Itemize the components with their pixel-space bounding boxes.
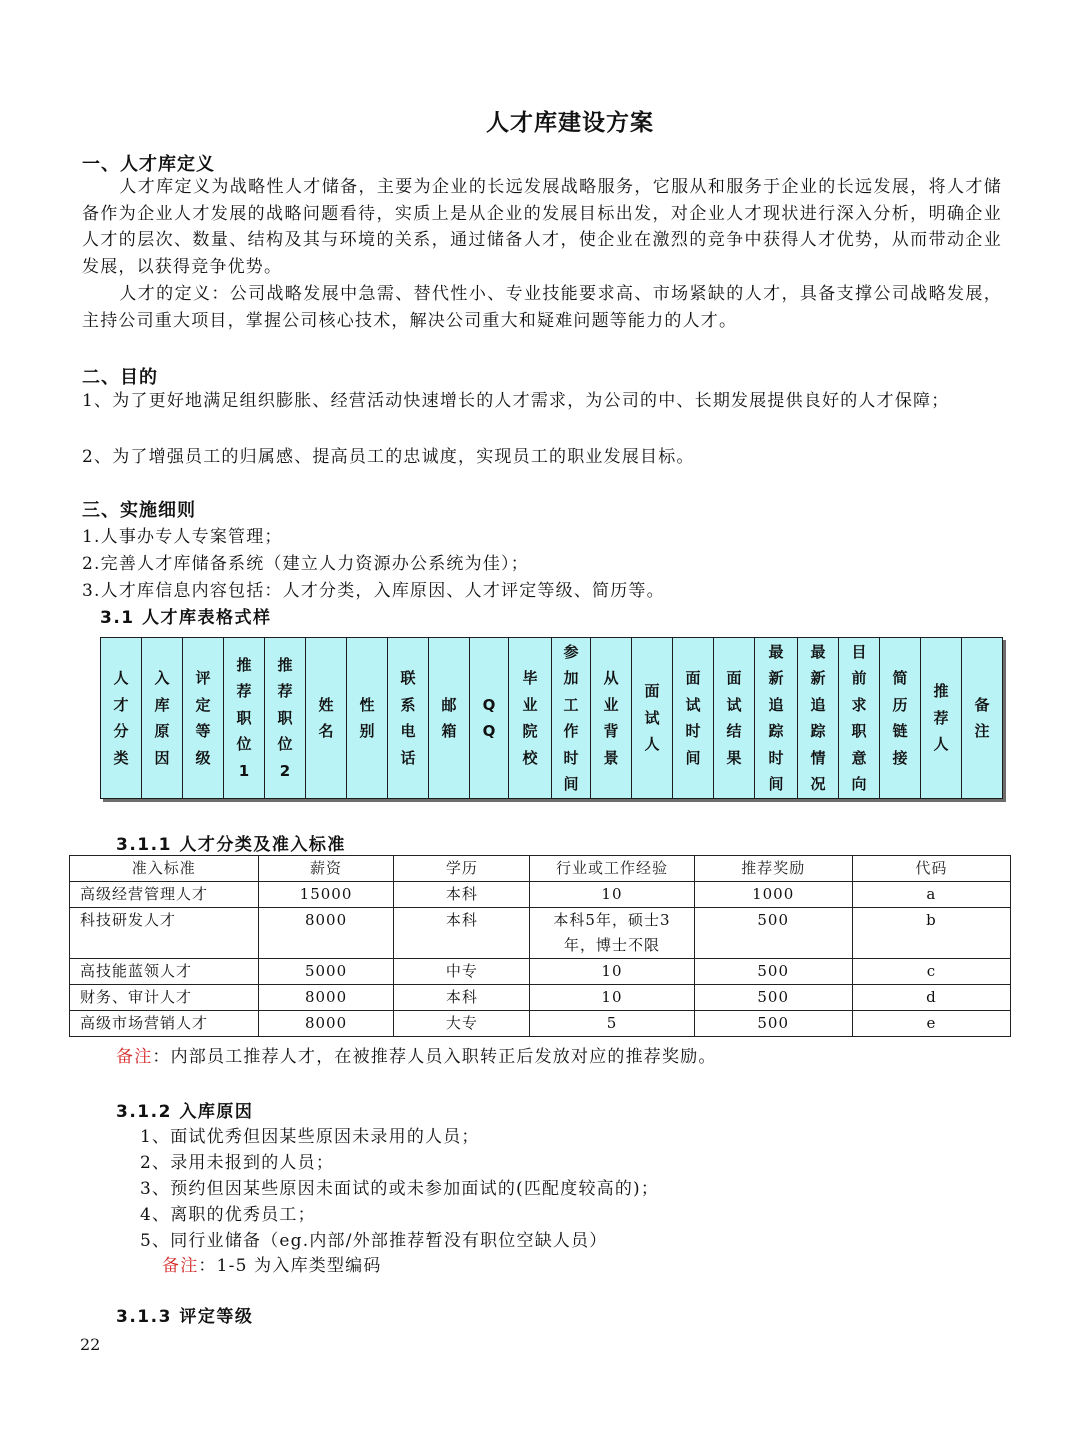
column-char: Q — [482, 695, 496, 714]
column-char: 分 — [113, 722, 129, 740]
column-char: 备 — [974, 695, 990, 714]
column-char: 人 — [933, 735, 949, 754]
cell-education: 本科 — [394, 985, 530, 1011]
column-char: 邮 — [441, 695, 457, 714]
column-char: 踪 — [810, 722, 826, 740]
table-row — [70, 882, 1011, 908]
column-char: 试 — [726, 695, 742, 714]
column-char: 名 — [318, 722, 334, 740]
column-char: 最 — [810, 642, 826, 661]
cell-code: a — [852, 882, 1010, 908]
column-char: 荐 — [277, 682, 293, 701]
talent-column-header — [142, 638, 183, 799]
column-char: 试 — [644, 708, 660, 727]
category-table-header-row — [70, 856, 1011, 882]
column-char: 情 — [810, 748, 826, 767]
subsection-3-1-2-heading: 3.1.2 入库原因 — [116, 1102, 254, 1122]
column-char: 向 — [851, 775, 867, 793]
recommend-note — [116, 1042, 717, 1067]
section2-heading: 二、目的 — [82, 367, 158, 388]
column-char: 话 — [400, 748, 416, 767]
talent-column-header — [224, 638, 265, 799]
column-char: 类 — [113, 748, 129, 767]
column-char: 面 — [685, 669, 701, 687]
talent-column-header — [306, 638, 347, 799]
document-title: 人才库建设方案 — [486, 110, 654, 136]
column-char: 系 — [400, 695, 416, 714]
column-char: 才 — [113, 695, 129, 714]
column-char: 1 — [238, 761, 250, 780]
subsection-3-1-1-heading: 3.1.1 人才分类及准入标准 — [116, 835, 346, 855]
cell-reward: 500 — [694, 985, 852, 1011]
column-char: 简 — [892, 669, 908, 687]
column-char: 评 — [195, 669, 211, 687]
column-char: 原 — [154, 722, 170, 740]
column-char: 背 — [603, 722, 619, 740]
column-char: 人 — [113, 669, 129, 687]
column-char: 新 — [768, 669, 784, 687]
column-char: 级 — [195, 748, 211, 767]
cell-experience: 10 — [530, 985, 694, 1011]
talent-column-header — [509, 638, 552, 799]
header-reward: 推荐奖励 — [694, 856, 852, 882]
column-char: 时 — [563, 748, 579, 767]
column-char: 景 — [603, 748, 619, 767]
column-char: 姓 — [318, 695, 334, 714]
talent-column-header — [921, 638, 962, 799]
column-char: 况 — [810, 775, 826, 793]
column-char: 位 — [277, 735, 293, 754]
column-char: 职 — [277, 708, 293, 727]
header-experience: 行业或工作经验 — [530, 856, 694, 882]
section1-para2: 人才的定义：公司战略发展中急需、替代性小、专业技能要求高、市场紧缺的人才，具备支撑公司战略发展，主持公司重大项目，掌握公司核心技术，解决公司重大和疑难问题等能力的人才。 — [82, 284, 1002, 331]
column-char: 意 — [851, 748, 867, 767]
cell-experience: 本科5年，硕士3年，博士不限 — [530, 908, 694, 959]
column-char: 联 — [400, 669, 416, 687]
column-char: 加 — [563, 669, 579, 687]
column-char: 毕 — [522, 669, 538, 687]
talent-column-header — [755, 638, 798, 799]
cell-criteria: 高级市场营销人才 — [70, 1011, 259, 1037]
cell-reward: 500 — [694, 1011, 852, 1037]
column-char: 链 — [892, 722, 908, 740]
column-char: 果 — [726, 748, 742, 767]
type-code-note — [162, 1251, 382, 1276]
talent-header-table — [100, 637, 1003, 799]
section3-item2: 2.完善人才库储备系统（建立人力资源办公系统为佳）； — [82, 554, 529, 574]
table-row — [70, 1011, 1011, 1037]
talent-column-header — [388, 638, 429, 799]
talent-column-header — [673, 638, 714, 799]
column-char: 因 — [154, 748, 170, 767]
column-char: 别 — [359, 722, 375, 740]
cell-criteria: 高级经营管理人才 — [70, 882, 259, 908]
column-char: 接 — [892, 748, 908, 767]
section1-heading: 一、人才库定义 — [82, 154, 215, 175]
cell-education: 本科 — [394, 882, 530, 908]
section3-item3: 3.人才库信息内容包括：人才分类，入库原因、人才评定等级、简历等。 — [82, 581, 665, 601]
column-char: 试 — [685, 695, 701, 714]
page-number: 22 — [80, 1335, 101, 1354]
talent-column-header — [839, 638, 880, 799]
column-char: 库 — [154, 695, 170, 714]
cell-criteria: 财务、审计人才 — [70, 985, 259, 1011]
column-char: 前 — [851, 669, 867, 687]
talent-header-row — [101, 638, 1003, 799]
talent-column-header — [183, 638, 224, 799]
cell-code: e — [852, 1011, 1010, 1037]
reason-item: 5、同行业储备（eg.内部/外部推荐暂没有职位空缺人员） — [140, 1231, 608, 1251]
column-char: 推 — [236, 655, 252, 674]
cell-reward: 1000 — [694, 882, 852, 908]
talent-column-header — [552, 638, 591, 799]
section3-heading: 三、实施细则 — [82, 500, 196, 521]
column-char: 荐 — [236, 682, 252, 701]
column-char: 荐 — [933, 708, 949, 727]
column-char: 求 — [851, 695, 867, 714]
cell-education: 本科 — [394, 908, 530, 959]
header-criteria: 准入标准 — [70, 856, 259, 882]
column-char: 追 — [810, 695, 826, 714]
header-salary: 薪资 — [258, 856, 394, 882]
column-char: 参 — [563, 642, 579, 661]
table-row — [70, 908, 1011, 959]
column-char: 结 — [726, 722, 742, 740]
cell-experience: 5 — [530, 1011, 694, 1037]
column-char: Q — [482, 722, 496, 740]
talent-column-header — [632, 638, 673, 799]
cell-reward: 500 — [694, 959, 852, 985]
cell-education: 大专 — [394, 1011, 530, 1037]
column-char: 校 — [522, 748, 538, 767]
column-char: 2 — [279, 761, 291, 780]
section1-para1: 人才库定义为战略性人才储备，主要为企业的长远发展战略服务，它服从和服务于企业的长远发展，将人才储备作为企业人才发展的战略问题看待，实质上是从企业的发展目标出发，对企业人才现状进行深入分析，明确企业人才的层次、数量、结构及其与环境的关系，通过储备人才，使企业在激烈的竞争中获得人才优势，从而带动企业发展，以获得竞争优势。 — [82, 177, 1002, 277]
talent-column-header — [347, 638, 388, 799]
reason-item: 2、录用未报到的人员； — [140, 1153, 335, 1173]
cell-experience: 10 — [530, 882, 694, 908]
cell-salary: 8000 — [258, 908, 394, 959]
table-row — [70, 985, 1011, 1011]
table-row — [70, 959, 1011, 985]
column-char: 面 — [644, 682, 660, 701]
subsection-3-1-heading: 3.1 人才库表格式样 — [100, 608, 272, 628]
section2-item1: 1、为了更好地满足组织膨胀、经营活动快速增长的人才需求，为公司的中、长期发展提供良好的人才保障； — [82, 391, 950, 411]
reason-item: 4、离职的优秀员工； — [140, 1205, 316, 1225]
subsection-3-1-3-heading: 3.1.3 评定等级 — [116, 1307, 254, 1327]
note-label: 备注 — [162, 1256, 199, 1276]
column-char: 推 — [933, 682, 949, 701]
column-char: 业 — [603, 695, 619, 714]
cell-code: b — [852, 908, 1010, 959]
cell-salary: 5000 — [258, 959, 394, 985]
column-char: 追 — [768, 695, 784, 714]
column-char: 注 — [974, 722, 990, 740]
category-table — [69, 855, 1011, 1037]
talent-column-header — [962, 638, 1003, 799]
note-text: ：1-5 为入库类型编码 — [198, 1256, 382, 1276]
section3-item1: 1.人事办专人专案管理； — [82, 527, 283, 547]
column-char: 定 — [195, 695, 211, 714]
column-char: 职 — [851, 722, 867, 740]
column-char: 人 — [644, 735, 660, 754]
column-char: 踪 — [768, 722, 784, 740]
column-char: 面 — [726, 669, 742, 687]
header-education: 学历 — [394, 856, 530, 882]
column-char: 等 — [195, 722, 211, 740]
column-char: 性 — [359, 695, 375, 714]
column-char: 职 — [236, 708, 252, 727]
talent-column-header — [101, 638, 142, 799]
cell-experience: 10 — [530, 959, 694, 985]
cell-code: c — [852, 959, 1010, 985]
cell-salary: 8000 — [258, 1011, 394, 1037]
header-code: 代码 — [852, 856, 1010, 882]
column-char: 推 — [277, 655, 293, 674]
talent-column-header — [714, 638, 755, 799]
cell-reward: 500 — [694, 908, 852, 959]
talent-column-header — [429, 638, 470, 799]
column-char: 时 — [685, 722, 701, 740]
column-char: 业 — [522, 695, 538, 714]
cell-criteria: 科技研发人才 — [70, 908, 259, 959]
column-char: 间 — [685, 748, 701, 767]
column-char: 历 — [892, 695, 908, 714]
section2-item2: 2、为了增强员工的归属感、提高员工的忠诚度，实现员工的职业发展目标。 — [82, 447, 695, 467]
column-char: 位 — [236, 735, 252, 754]
column-char: 目 — [851, 642, 867, 661]
cell-education: 中专 — [394, 959, 530, 985]
note-text: ：内部员工推荐人才，在被推荐人员入职转正后发放对应的推荐奖励。 — [152, 1047, 717, 1067]
talent-column-header — [798, 638, 839, 799]
column-char: 时 — [768, 748, 784, 767]
reason-item: 3、预约但因某些原因未面试的或未参加面试的(匹配度较高的)； — [140, 1179, 660, 1199]
cell-code: d — [852, 985, 1010, 1011]
cell-criteria: 高技能蓝领人才 — [70, 959, 259, 985]
column-char: 入 — [154, 669, 170, 687]
column-char: 箱 — [441, 722, 457, 740]
column-char: 间 — [563, 775, 579, 793]
talent-column-header — [265, 638, 306, 799]
reason-item: 1、面试优秀但因某些原因未录用的人员； — [140, 1127, 480, 1147]
column-char: 作 — [563, 722, 579, 740]
cell-salary: 8000 — [258, 985, 394, 1011]
column-char: 最 — [768, 642, 784, 661]
note-label: 备注 — [116, 1047, 153, 1067]
talent-column-header — [591, 638, 632, 799]
talent-column-header — [470, 638, 509, 799]
column-char: 电 — [400, 722, 416, 740]
column-char: 新 — [810, 669, 826, 687]
column-char: 工 — [563, 695, 579, 714]
cell-salary: 15000 — [258, 882, 394, 908]
column-char: 间 — [768, 775, 784, 793]
column-char: 从 — [603, 669, 619, 687]
column-char: 院 — [522, 722, 538, 740]
talent-column-header — [880, 638, 921, 799]
